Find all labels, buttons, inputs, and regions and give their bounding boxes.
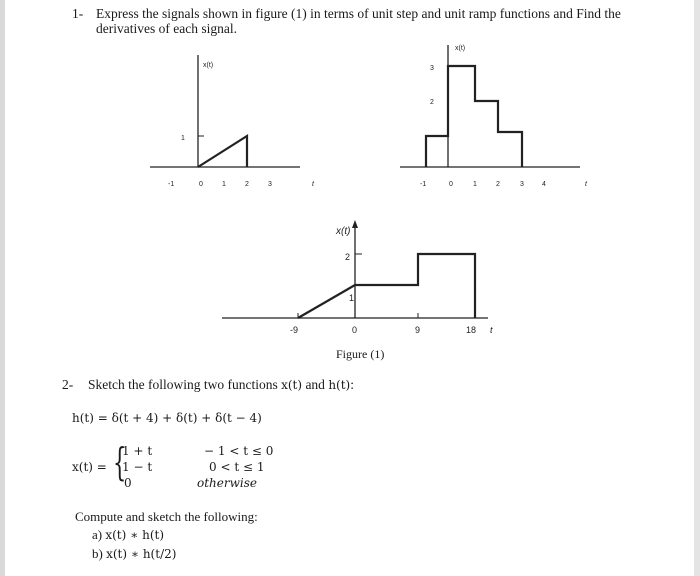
and-word: and: [302, 377, 329, 392]
graph-b-signal: [426, 66, 522, 167]
graph-b-ytick-3: 3: [430, 65, 434, 72]
graph-c-xtick: 0: [352, 325, 358, 335]
graph-c-xtick: -9: [290, 325, 299, 335]
graph-c-ylabel: x(t): [336, 226, 351, 237]
graph-a-xtick: 1: [222, 181, 226, 188]
part-b-expr: x(t) ∗ h(t/2): [106, 547, 177, 561]
problem-2-intro-text: Sketch the following two functions: [88, 377, 282, 392]
h-definition: h(t) = δ(t + 4) + δ(t) + δ(t − 4): [72, 411, 262, 425]
graph-c-xtick: 9: [415, 325, 421, 335]
graph-b-xlabel: t: [585, 181, 587, 188]
graph-b-xtick: 1: [473, 181, 477, 188]
part-a-expr: x(t) ∗ h(t): [105, 528, 165, 542]
graph-a-signal: [198, 136, 247, 167]
graph-a-xlabel: t: [312, 181, 314, 188]
graph-b-ylabel: x(t): [455, 45, 466, 52]
graph-b: [400, 45, 588, 188]
problem-2-number: 2-: [62, 377, 74, 392]
graph-a-xtick: -1: [168, 181, 175, 188]
graph-c-xtick: 18: [466, 325, 477, 335]
graph-b-xtick: 0: [449, 181, 453, 188]
graph-c: [222, 220, 493, 335]
graph-c-y-arrow: [352, 220, 358, 228]
graph-c-signal: [298, 254, 475, 318]
x-lhs: x(t) =: [72, 460, 107, 474]
graph-a: [150, 55, 315, 188]
part-b-label: b): [92, 546, 103, 561]
compute-instruction: Compute and sketch the following:: [75, 509, 258, 524]
figure-caption: Figure (1): [336, 347, 385, 361]
graph-a-xtick: 2: [245, 181, 249, 188]
case-1-expr: 1 + t: [122, 444, 153, 458]
colon: :: [350, 377, 354, 392]
graph-b-xtick: 2: [496, 181, 500, 188]
part-b: [92, 546, 176, 562]
graph-c-ytick-1: 1: [349, 293, 355, 303]
case-2-expr: 1 − t: [122, 460, 153, 474]
x-of-t: x(t): [281, 378, 303, 392]
graph-a-xtick: 3: [268, 181, 272, 188]
problem-2-intro: [88, 377, 354, 393]
graph-a-ytick-1: 1: [181, 135, 185, 142]
graph-b-ytick-2: 2: [430, 99, 434, 106]
problem-1-line-1: Express the signals shown in figure (1) in terms of unit step and unit ramp functions and Find the: [96, 6, 621, 21]
problem-1-number: 1-: [72, 6, 84, 21]
graph-b-xtick: 4: [542, 181, 546, 188]
case-2-cond: 0 < t ≤ 1: [209, 460, 265, 474]
graph-c-ytick-2: 2: [345, 252, 351, 262]
case-3-expr: 0: [124, 476, 132, 490]
graph-b-xtick: -1: [420, 181, 427, 188]
problem-1-line-2: derivatives of each signal.: [96, 21, 237, 36]
case-3-cond: otherwise: [197, 476, 257, 490]
graph-c-xlabel: t: [490, 325, 493, 335]
left-brace: {: [113, 440, 127, 484]
graph-a-xtick: 0: [199, 181, 203, 188]
graph-a-ylabel: x(t): [203, 62, 214, 69]
h-of-t: h(t): [328, 378, 351, 392]
part-a: [92, 527, 164, 543]
part-a-label: a): [92, 527, 103, 542]
graph-b-xtick: 3: [520, 181, 524, 188]
case-1-cond: − 1 < t ≤ 0: [204, 444, 274, 458]
